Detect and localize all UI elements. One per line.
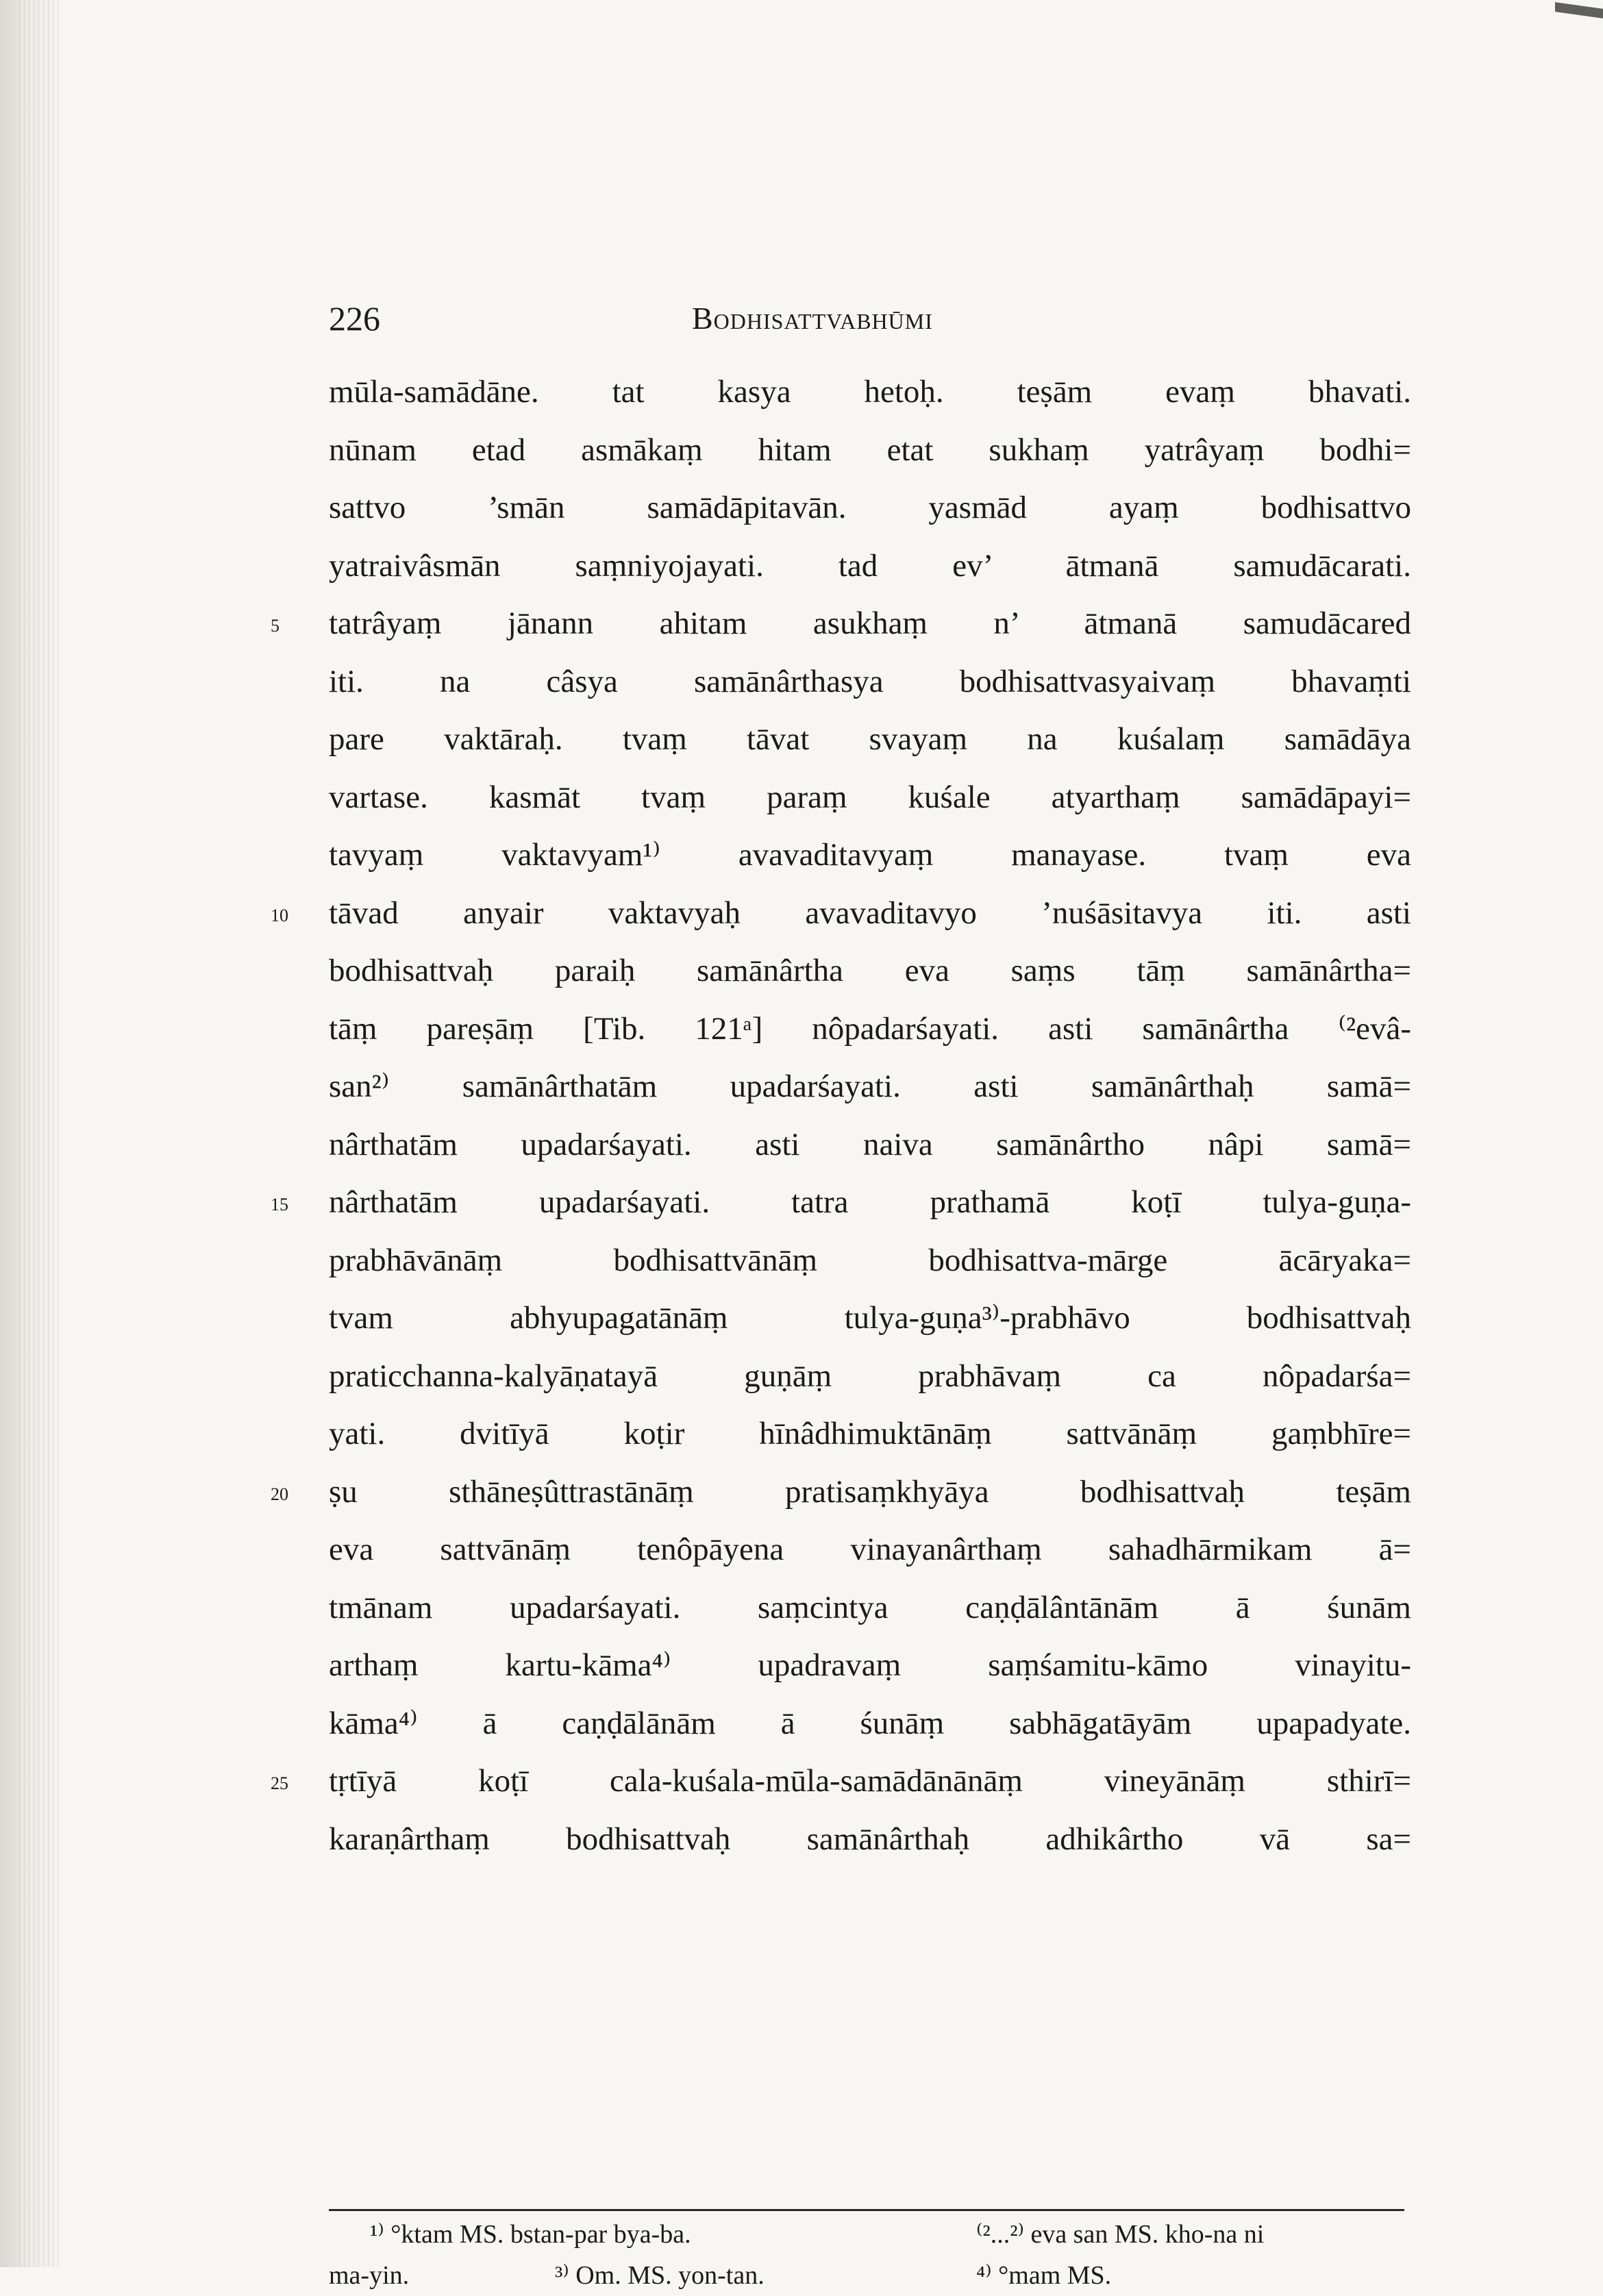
text-line [329,1636,1411,1695]
text-line [271,595,1411,653]
running-title: Bodhisattvabhūmi [692,301,933,336]
text-line [329,537,1411,595]
footnotes [329,2214,1397,2296]
line-text: mūla-samādāne. tat kasya hetoḥ. teṣām evaṃ bhavati. [329,374,1411,410]
text-line [329,1810,1411,1869]
footnote-row [329,2255,1397,2296]
line-text: iti. na câsya samānârthasya bodhisattvasyaivaṃ bhavaṃti [329,663,1411,699]
line-text: yatraivâsmān saṃniyojayati. tad ev’ ātmanā samudācarati. [329,547,1411,584]
text-line [329,421,1411,479]
text-line [329,1116,1411,1174]
text-line [271,1752,1411,1810]
line-text: tvam abhyupagatānāṃ tulya-guṇa³⁾-prabhāvo bodhisattvaḥ [329,1300,1411,1336]
text-line [329,1695,1411,1753]
text-line [329,1058,1411,1116]
line-text: kāma⁴⁾ ā caṇḍālānām ā śunāṃ sabhāgatāyām upapadyate. [329,1705,1411,1741]
line-text: tatrâyaṃ jānann ahitam asukhaṃ n’ ātmanā samudācared [329,606,1411,641]
line-number: 10 [271,905,288,925]
footnote-2: ⁽²...²⁾ eva san MS. kho-na ni [976,2220,1265,2249]
footnote-3: ³⁾ Om. MS. yon-tan. [555,2261,765,2290]
text-line [329,769,1411,827]
text-line [329,1000,1411,1058]
text-line [329,1347,1411,1406]
line-text: vartase. kasmāt tvaṃ paraṃ kuśale atyarthaṃ samādāpayi= [329,779,1411,815]
line-text: tāvad anyair vaktavyaḥ avavaditavyo ’nuśāsitavya iti. asti [329,895,1411,931]
text-line [329,479,1411,537]
text-line [329,1579,1411,1637]
text-line [329,653,1411,711]
line-text: karaṇârthaṃ bodhisattvaḥ samānârthaḥ adhikârtho vā sa= [329,1821,1411,1857]
line-text: arthaṃ kartu-kāma⁴⁾ upadravaṃ saṃśamitu-kāmo vinayitu- [329,1647,1411,1683]
corner-mark [1555,2,1603,18]
line-number: 15 [271,1195,288,1214]
footnote-4: ⁴⁾ °mam MS. [976,2261,1112,2290]
text-line [271,1173,1411,1232]
footnote-2-cont: ma-yin. [329,2261,410,2290]
line-text: tṛtīyā koṭī cala-kuśala-mūla-samādānānāṃ vineyānāṃ sthirī= [329,1763,1411,1799]
line-number: 20 [271,1484,288,1504]
text-line [329,942,1411,1000]
footnote-row [370,2214,1397,2255]
line-text: praticchanna-kalyāṇatayā guṇāṃ prabhāvaṃ ca nôpadarśa= [329,1358,1411,1394]
line-text: tmānam upadarśayati. saṃcintya caṇḍālântānām ā śunām [329,1589,1411,1625]
line-text: nârthatām upadarśayati. tatra prathamā koṭī tulya-guṇa- [329,1184,1411,1220]
line-text: bodhisattvaḥ paraiḥ samānârtha eva saṃs tāṃ samānârtha= [329,953,1411,988]
text-line [329,1521,1411,1579]
page-header [329,295,1411,342]
page-number: 226 [329,299,380,338]
text-line [329,826,1411,884]
text-line [329,1405,1411,1463]
text-line [329,710,1411,769]
line-text: sattvo ’smān samādāpitavān. yasmād ayaṃ bodhisattvo [329,490,1411,525]
text-line [271,1463,1411,1521]
text-line [271,884,1411,943]
line-text: yati. dvitīyā koṭir hīnâdhimuktānāṃ sattvānāṃ gaṃbhīre= [329,1416,1411,1451]
text-line [329,363,1411,421]
footnote-rule [329,2209,1404,2211]
line-text: tāṃ pareṣāṃ [Tib. 121ᵃ] nôpadarśayati. asti samānârtha ⁽²evâ- [329,1010,1411,1047]
line-text: ṣu sthāneṣûttrastānāṃ pratisaṃkhyāya bodhisattvaḥ teṣām [329,1473,1411,1510]
line-text: eva sattvānāṃ tenôpāyena vinayanârthaṃ sahadhārmikam ā= [329,1532,1411,1567]
line-text: prabhāvānāṃ bodhisattvānāṃ bodhisattva-mārge ācāryaka= [329,1242,1411,1278]
line-text: nūnam etad asmākaṃ hitam etat sukhaṃ yatrâyaṃ bodhi= [329,432,1411,468]
text-line [329,1232,1411,1290]
text-line [329,1289,1411,1347]
line-text: san²⁾ samānârthatām upadarśayati. asti samānârthaḥ samā= [329,1069,1411,1104]
line-number: 5 [271,616,279,636]
binding-edge-texture [19,0,60,2267]
line-text: pare vaktāraḥ. tvaṃ tāvat svayaṃ na kuśalaṃ samādāya [329,721,1411,757]
main-text [271,363,1411,1868]
line-text: nârthatām upadarśayati. asti naiva samānârtho nâpi samā= [329,1126,1411,1162]
line-number: 25 [271,1773,288,1793]
line-text: tavyaṃ vaktavyam¹⁾ avavaditavyaṃ manayase. tvaṃ eva [329,837,1411,873]
footnote-1: ¹⁾ °ktam MS. bstan-par bya-ba. [370,2220,691,2249]
